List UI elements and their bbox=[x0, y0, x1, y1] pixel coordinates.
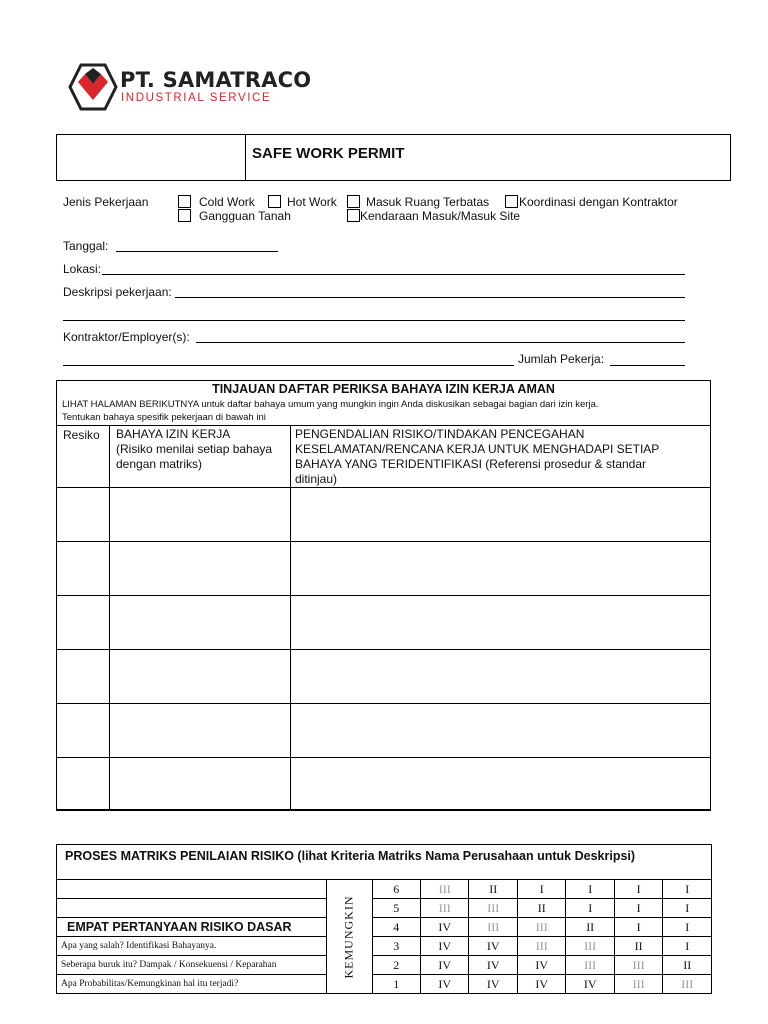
risk-cell: I bbox=[566, 880, 614, 899]
risk-cell: III bbox=[469, 918, 517, 937]
kontraktor-label: Kontraktor/Employer(s): bbox=[63, 330, 190, 344]
risk-cell: IV bbox=[517, 975, 565, 994]
col-pengendalian-l3: BAHAYA YANG TERIDENTIFIKASI (Referensi prosedur & standar bbox=[295, 457, 647, 471]
title-box bbox=[56, 134, 731, 181]
risk-cell: I bbox=[517, 880, 565, 899]
bahaya-cell[interactable] bbox=[110, 542, 291, 596]
risk-cell: IV bbox=[421, 956, 469, 975]
pengendalian-cell[interactable] bbox=[291, 488, 711, 542]
risk-cell: IV bbox=[421, 975, 469, 994]
risk-cell: II bbox=[517, 899, 565, 918]
page-title: SAFE WORK PERMIT bbox=[252, 145, 405, 162]
risk-cell: III bbox=[566, 956, 614, 975]
bahaya-cell[interactable] bbox=[110, 488, 291, 542]
resiko-cell[interactable] bbox=[57, 704, 110, 758]
risk-cell: I bbox=[663, 899, 712, 918]
col-pengendalian-l4: ditinjau) bbox=[295, 472, 338, 486]
matrix-header bbox=[56, 844, 712, 879]
tanggal-label: Tanggal: bbox=[63, 239, 109, 253]
checkbox-hot-work[interactable]: Hot Work bbox=[268, 195, 337, 209]
table-row bbox=[57, 650, 711, 704]
checkbox-kendaraan[interactable]: Kendaraan Masuk/Masuk Site bbox=[347, 209, 520, 223]
col-pengendalian-l2: KESELAMATAN/RENCANA KERJA UNTUK MENGHADAPI SETIAP bbox=[295, 442, 660, 456]
likelihood-3: 3 bbox=[372, 937, 420, 956]
axis-cell bbox=[327, 880, 372, 994]
col-pengendalian-l1: PENGENDALIAN RISIKO/TINDAKAN PENCEGAHAN bbox=[295, 427, 585, 441]
risk-cell: I bbox=[663, 880, 712, 899]
axis-label: KEMUNGKIN bbox=[341, 895, 356, 978]
col-resiko: Resiko bbox=[63, 428, 100, 442]
hazard-title: TINJAUAN DAFTAR PERIKSA BAHAYA IZIN KERJA AMAN bbox=[212, 382, 555, 396]
risk-cell: I bbox=[663, 937, 712, 956]
risk-cell: III bbox=[421, 899, 469, 918]
risk-cell: IV bbox=[421, 937, 469, 956]
matrix-title: PROSES MATRIKS PENILAIAN RISIKO (lihat Kriteria Matriks Nama Perusahaan untuk Deskripsi) bbox=[65, 849, 636, 863]
likelihood-6: 6 bbox=[372, 880, 420, 899]
resiko-cell[interactable] bbox=[57, 596, 110, 650]
pengendalian-cell[interactable] bbox=[291, 596, 711, 650]
col-bahaya-l3: dengan matriks) bbox=[116, 457, 203, 471]
col-bahaya-l2: (Risiko menilai setiap bahaya bbox=[116, 442, 273, 456]
risk-cell: III bbox=[517, 918, 565, 937]
bahaya-cell[interactable] bbox=[110, 758, 291, 811]
bahaya-cell[interactable] bbox=[110, 704, 291, 758]
risk-cell: III bbox=[469, 899, 517, 918]
risk-cell: III bbox=[517, 937, 565, 956]
kontraktor-field[interactable] bbox=[196, 342, 685, 343]
risk-cell: I bbox=[614, 918, 662, 937]
tanggal-field[interactable] bbox=[116, 251, 278, 252]
risk-cell: III bbox=[614, 975, 662, 994]
matrix-subtitle: EMPAT PERTANYAAN RISIKO DASAR bbox=[67, 920, 292, 934]
risk-cell: I bbox=[614, 880, 662, 899]
question-2: Seberapa buruk itu? Dampak / Konsekuensi / Keparahan bbox=[61, 960, 277, 970]
resiko-cell[interactable] bbox=[57, 758, 110, 811]
question-3: Apa Probabilitas/Kemungkinan hal itu terjadi? bbox=[61, 979, 239, 989]
hazard-note-1: LIHAT HALAMAN BERIKUTNYA untuk daftar bahaya umum yang mungkin ingin Anda diskusikan sebagai bagian dari izin kerja. bbox=[62, 399, 599, 410]
deskripsi-field-line2[interactable] bbox=[63, 320, 685, 321]
checkbox-koordinasi[interactable]: Koordinasi dengan Kontraktor bbox=[505, 195, 678, 209]
pengendalian-cell[interactable] bbox=[291, 650, 711, 704]
deskripsi-field[interactable] bbox=[175, 297, 685, 298]
pengendalian-cell[interactable] bbox=[291, 758, 711, 811]
risk-cell: I bbox=[663, 918, 712, 937]
company-division: INDUSTRIAL SERVICE bbox=[121, 92, 272, 104]
risk-cell: IV bbox=[566, 975, 614, 994]
resiko-cell[interactable] bbox=[57, 488, 110, 542]
pengendalian-cell[interactable] bbox=[291, 704, 711, 758]
checkbox-gangguan-tanah[interactable]: Gangguan Tanah bbox=[178, 209, 291, 223]
bahaya-cell[interactable] bbox=[110, 650, 291, 704]
likelihood-5: 5 bbox=[372, 899, 420, 918]
question-1: Apa yang salah? Identifikasi Bahayanya. bbox=[61, 941, 217, 951]
risk-cell: III bbox=[663, 975, 712, 994]
pengendalian-cell[interactable] bbox=[291, 542, 711, 596]
risk-cell: I bbox=[614, 899, 662, 918]
deskripsi-label: Deskripsi pekerjaan: bbox=[63, 285, 172, 299]
risk-cell: IV bbox=[469, 956, 517, 975]
table-row bbox=[57, 488, 711, 542]
table-row bbox=[57, 596, 711, 650]
table-row bbox=[57, 542, 711, 596]
hazard-header-row bbox=[57, 426, 711, 488]
risk-cell: III bbox=[614, 956, 662, 975]
hazard-review-table bbox=[56, 380, 711, 810]
table-row bbox=[57, 758, 711, 811]
risk-cell: IV bbox=[517, 956, 565, 975]
hazard-note-2: Tentukan bahaya spesifik pekerjaan di bawah ini bbox=[62, 412, 266, 423]
risk-cell: II bbox=[566, 918, 614, 937]
risk-cell: I bbox=[566, 899, 614, 918]
risk-cell: III bbox=[421, 880, 469, 899]
resiko-cell[interactable] bbox=[57, 650, 110, 704]
risk-cell: II bbox=[614, 937, 662, 956]
likelihood-1: 1 bbox=[372, 975, 420, 994]
jumlah-label: Jumlah Pekerja: bbox=[518, 352, 605, 366]
checkbox-ruang-terbatas[interactable]: Masuk Ruang Terbatas bbox=[347, 195, 489, 209]
resiko-cell[interactable] bbox=[57, 542, 110, 596]
kontraktor-field-line2[interactable] bbox=[63, 365, 514, 366]
risk-cell: II bbox=[469, 880, 517, 899]
jumlah-field[interactable] bbox=[610, 365, 685, 366]
col-bahaya-l1: BAHAYA IZIN KERJA bbox=[116, 427, 231, 441]
risk-cell: III bbox=[566, 937, 614, 956]
likelihood-2: 2 bbox=[372, 956, 420, 975]
risk-cell: IV bbox=[469, 975, 517, 994]
risk-cell: IV bbox=[469, 937, 517, 956]
bahaya-cell[interactable] bbox=[110, 596, 291, 650]
risk-cell: IV bbox=[421, 918, 469, 937]
risk-cell: II bbox=[663, 956, 712, 975]
checkbox-cold-work[interactable]: Cold Work bbox=[178, 195, 255, 209]
likelihood-4: 4 bbox=[372, 918, 420, 937]
lokasi-label: Lokasi: bbox=[63, 262, 102, 276]
lokasi-field[interactable] bbox=[102, 274, 685, 275]
jenis-label: Jenis Pekerjaan bbox=[63, 195, 149, 209]
risk-matrix-table bbox=[56, 879, 712, 994]
company-name: PT. SAMATRACO bbox=[120, 68, 312, 92]
company-logo-icon bbox=[68, 62, 118, 112]
table-row bbox=[57, 704, 711, 758]
